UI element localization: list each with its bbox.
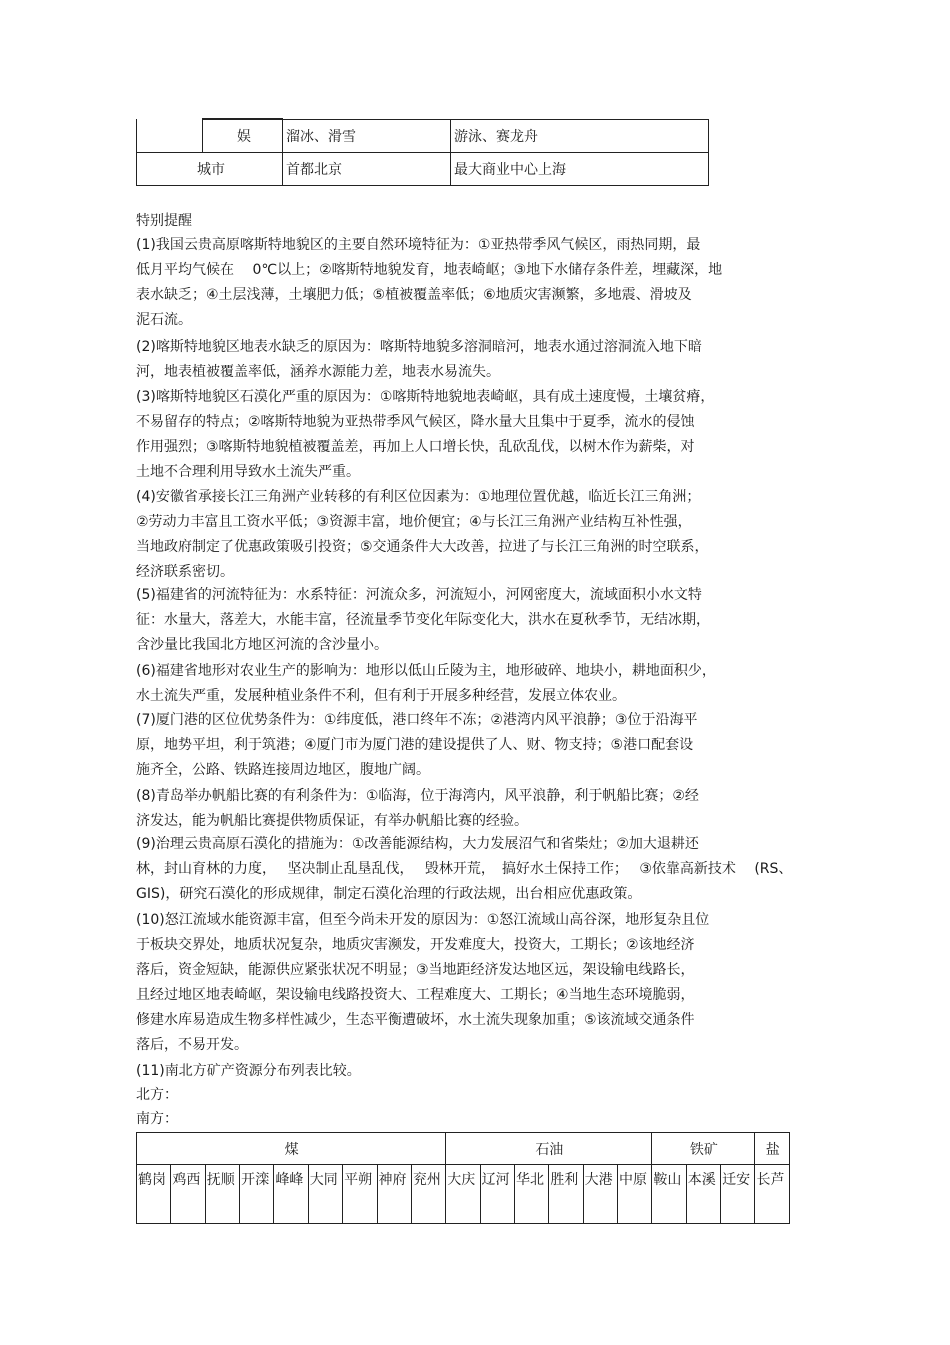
table-row (137, 1165, 790, 1224)
paragraph-line: 不易留存的特点；②喀斯特地貌为亚热带季风气候区，降水量大且集中于夏季，流水的侵蚀 (136, 414, 695, 430)
paragraph-line: (3)喀斯特地貌区石漠化严重的原因为：①喀斯特地貌地表崎岖，具有成土速度慢，土壤贫瘠， (136, 389, 715, 405)
mineral-table (136, 1132, 790, 1224)
paragraph-line: GIS)，研究石漠化的形成规律，制定石漠化治理的行政法规，出台相应优惠政策。 (136, 886, 642, 902)
paragraph-line: 含沙量比我国北方地区河流的含沙量小。 (136, 637, 388, 653)
table-cell: 最大商业中心上海 (451, 153, 709, 186)
paragraph-line: (6)福建省地形对农业生产的影响为：地形以低山丘陵为主，地形破碎、地块小，耕地面积少， (136, 663, 716, 679)
paragraph-line: 征：水量大，落差大，水能丰富，径流量季节变化年际变化大，洪水在夏秋季节，无结冰期， (136, 612, 710, 628)
paragraph-line: (2)喀斯特地貌区地表水缺乏的原因为：喀斯特地貌多溶洞暗河，地表水通过溶洞流入地下暗 (136, 339, 702, 355)
mineral-site-cell: 鞍山 (652, 1165, 686, 1224)
mineral-site-cell: 神府 (377, 1165, 411, 1224)
paragraph-line: 泥石流。 (136, 312, 192, 328)
mineral-site-cell: 鸡西 (171, 1165, 205, 1224)
paragraph-line: ②劳动力丰富且工资水平低；③资源丰富，地价便宜；④与长江三角洲产业结构互补性强， (136, 514, 692, 530)
mineral-site-cell: 本溪 (686, 1165, 720, 1224)
mineral-site-cell: 中原 (618, 1165, 652, 1224)
paragraph-line: 修建水库易造成生物多样性减少，生态平衡遭破坏，水土流失现象加重；⑤该流域交通条件 (136, 1012, 695, 1028)
paragraph-line: (9)治理云贵高原石漠化的措施为：①改善能源结构，大力发展沼气和省柴灶；②加大退耕还 (136, 836, 699, 852)
paragraph-line: 于板块交界处，地质状况复杂，地质灾害濒发，开发难度大，投资大，工期长；②该地经济 (136, 937, 695, 953)
mineral-site-cell: 大同 (308, 1165, 342, 1224)
paragraph-line: 表水缺乏；④土层浅薄，土壤肥力低；⑤植被覆盖率低；⑥地质灾害濒繁，多地震、滑坡及 (136, 287, 692, 303)
paragraph-line: 济发达，能为帆船比赛提供物质保证，有举办帆船比赛的经验。 (136, 813, 528, 829)
table-row (137, 153, 709, 186)
paragraph-line: (5)福建省的河流特征为：水系特征：河流众多，河流短小，河网密度大，流域面积小水文特 (136, 587, 702, 603)
header-iron: 铁矿 (652, 1133, 755, 1165)
mineral-site-cell: 抚顺 (205, 1165, 239, 1224)
north-label: 北方： (136, 1087, 178, 1103)
mineral-site-cell: 胜利 (549, 1165, 583, 1224)
table-cell: 溜冰、滑雪 (283, 119, 451, 153)
paragraph-line: 落后，不易开发。 (136, 1037, 248, 1053)
mineral-site-cell: 开滦 (240, 1165, 274, 1224)
mineral-site-cell: 兖州 (411, 1165, 445, 1224)
paragraph-line: (4)安徽省承接长江三角洲产业转移的有利区位因素为：①地理位置优越，临近长江三角洲； (136, 489, 701, 505)
south-label: 南方： (136, 1111, 178, 1127)
mineral-site-cell: 迁安 (721, 1165, 755, 1224)
paragraph-line: 作用强烈；③喀斯特地貌植被覆盖差，再加上人口增长快，乱砍乱伐，以树木作为薪柴，对 (136, 439, 695, 455)
top-table (136, 118, 709, 186)
mineral-site-cell: 大港 (583, 1165, 617, 1224)
table-cell (137, 119, 203, 153)
paragraph-line: 低月平均气候在 0℃以上；②喀斯特地貌发育，地表崎岖；③地下水储存条件差，埋藏深，地 (136, 262, 723, 278)
paragraph-line: (10)怒江流域水能资源丰富，但至今尚未开发的原因为：①怒江流域山高谷深，地形复杂且位 (136, 912, 710, 928)
paragraph-line: 林，封山育林的力度， 坚决制止乱垦乱伐， 毁林开荒， 搞好水土保持工作； ③依靠高新技术 (RS、 (136, 861, 793, 877)
table-cell: 城市 (137, 153, 283, 186)
paragraph-line: 水土流失严重，发展种植业条件不利，但有利于开展多种经营，发展立体农业。 (136, 688, 626, 704)
paragraph-line: 土地不合理利用导致水土流失严重。 (136, 464, 360, 480)
mineral-site-cell: 长芦 (755, 1165, 790, 1224)
paragraph-line: (11)南北方矿产资源分布列表比较。 (136, 1063, 361, 1079)
paragraph-line: 原，地势平坦，利于筑港；④厦门市为厦门港的建设提供了人、财、物支持；⑤港口配套设 (136, 737, 694, 753)
mineral-site-cell: 鹤岗 (137, 1165, 171, 1224)
paragraph-line: 落后，资金短缺，能源供应紧张状况不明显；③当地距经济发达地区远，架设输电线路长， (136, 962, 695, 978)
paragraph-line: 且经过地区地表崎岖，架设输电线路投资大、工程难度大、工期长；④当地生态环境脆弱， (136, 987, 695, 1003)
header-coal: 煤 (137, 1133, 446, 1165)
header-salt: 盐 (755, 1133, 790, 1165)
mineral-site-cell: 峰峰 (274, 1165, 308, 1224)
table-cell: 娱 (203, 119, 283, 153)
table-row (137, 119, 709, 153)
mineral-site-cell: 华北 (514, 1165, 548, 1224)
table-header-row (137, 1133, 790, 1165)
paragraph-line: (8)青岛举办帆船比赛的有利条件为：①临海，位于海湾内，风平浪静，利于帆船比赛；②经 (136, 788, 699, 804)
paragraph-line: 河，地表植被覆盖率低，涵养水源能力差，地表水易流失。 (136, 364, 500, 380)
mineral-site-cell: 大庆 (446, 1165, 480, 1224)
paragraph-line: (7)厦门港的区位优势条件为：①纬度低，港口终年不冻；②港湾内风平浪静；③位于沿海平 (136, 712, 698, 728)
table-cell: 游泳、赛龙舟 (451, 119, 709, 153)
mineral-site-cell: 辽河 (480, 1165, 514, 1224)
table-cell: 首都北京 (283, 153, 451, 186)
section-title: 特别提醒 (136, 213, 192, 229)
header-oil: 石油 (446, 1133, 652, 1165)
paragraph-line: 当地政府制定了优惠政策吸引投资；⑤交通条件大大改善，拉进了与长江三角洲的时空联系， (136, 539, 709, 555)
mineral-site-cell: 平朔 (343, 1165, 377, 1224)
paragraph-line: (1)我国云贵高原喀斯特地貌区的主要自然环境特征为：①亚热带季风气候区，雨热同期，最 (136, 237, 701, 253)
paragraph-line: 经济联系密切。 (136, 564, 234, 580)
paragraph-line: 施齐全，公路、铁路连接周边地区，腹地广阔。 (136, 762, 430, 778)
